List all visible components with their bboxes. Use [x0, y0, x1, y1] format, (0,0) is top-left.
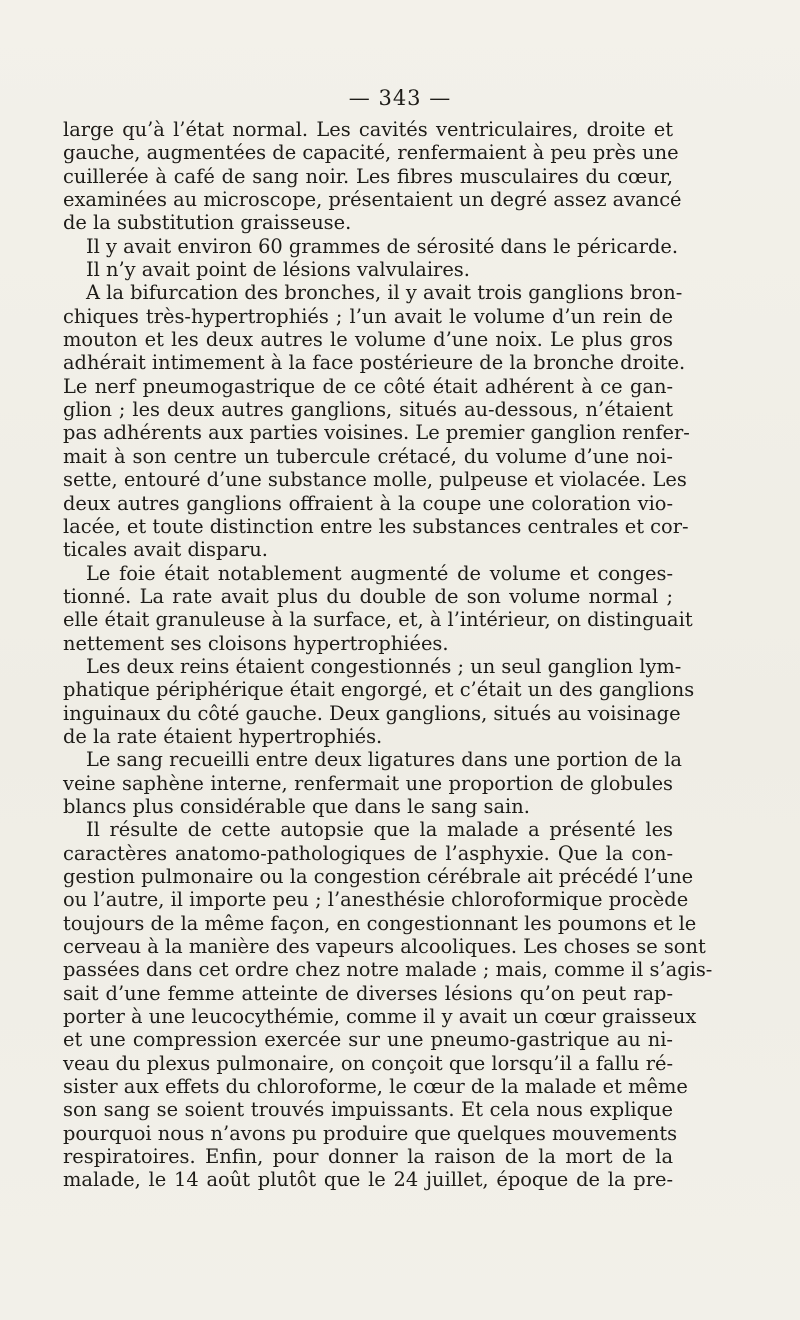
- text-line: sister aux effets du chloroforme, le cœur de la malade et même: [63, 1075, 688, 1099]
- text-line: adhérait intimement à la face postérieure de la bronche droite.: [63, 351, 686, 375]
- text-line: mouton et les deux autres le volume d’une noix. Le plus gros: [63, 328, 673, 352]
- text-line: Le sang recueilli entre deux ligatures dans une portion de la: [86, 748, 682, 772]
- text-line: glion ; les deux autres ganglions, situés au-dessous, n’étaient: [63, 398, 673, 422]
- text-line: Il n’y avait point de lésions valvulaires.: [86, 258, 470, 282]
- text-line: phatique périphérique était engorgé, et c’était un des ganglions: [63, 678, 695, 702]
- text-line: chiques très-hypertrophiés ; l’un avait le volume d’un rein de: [63, 304, 673, 328]
- text-line: gestion pulmonaire ou la congestion cérébrale ait précédé l’une: [63, 865, 694, 888]
- text-line: son sang se soient trouvés impuissants. Et cela nous explique: [63, 1098, 673, 1122]
- text-line: elle était granuleuse à la surface, et, à l’intérieur, on distinguait: [63, 608, 693, 632]
- text-line: passées dans cet ordre chez notre malade ; mais, comme il s’agis-: [63, 958, 713, 982]
- text-line: Le foie était notablement augmenté de volume et conges-: [86, 561, 673, 585]
- text-line: caractères anatomo-pathologiques de l’asphyxie. Que la con-: [63, 841, 673, 865]
- text-line: Il y avait environ 60 grammes de sérosité dans le péricarde.: [86, 234, 679, 258]
- text-line: veau du plexus pulmonaire, on conçoit que lorsqu’il a fallu ré-: [63, 1051, 673, 1075]
- text-line: malade, le 14 août plutôt que le 24 juillet, époque de la pre-: [63, 1168, 673, 1192]
- text-line: blancs plus considérable que dans le sang sain.: [63, 794, 530, 818]
- text-line: sette, entouré d’une substance molle, pulpeuse et violacée. Les: [63, 468, 687, 492]
- text-line: veine saphène interne, renfermait une proportion de globules: [63, 771, 673, 795]
- text-line: respiratoires. Enfin, pour donner la raison de la mort de la: [63, 1145, 673, 1169]
- text-line: nettement ses cloisons hypertrophiées.: [63, 631, 449, 655]
- text-line: large qu’à l’état normal. Les cavités ventriculaires, droite et: [63, 118, 673, 141]
- text-line: porter à une leucocythémie, comme il y avait un cœur graisseux: [63, 1005, 697, 1029]
- text-line: lacée, et toute distinction entre les substances centrales et cor-: [63, 514, 689, 538]
- text-line: deux autres ganglions offraient à la coupe une coloration vio-: [63, 491, 673, 515]
- text-line: ou l’autre, il importe peu ; l’anesthésie chloroformique procède: [63, 888, 689, 912]
- text-line: sait d’une femme atteinte de diverses lésions qu’on peut rap-: [63, 981, 673, 1005]
- text-line: pourquoi nous n’avons pu produire que quelques mouvements: [63, 1121, 678, 1145]
- text-line: toujours de la même façon, en congestionnant les poumons et le: [63, 911, 697, 935]
- text-line: de la rate étaient hypertrophiés.: [63, 724, 383, 748]
- text-line: cuillerée à café de sang noir. Les fibres musculaires du cœur,: [63, 164, 673, 188]
- text-line: tionné. La rate avait plus du double de son volume normal ;: [63, 584, 673, 608]
- text-line: A la bifurcation des bronches, il y avait trois ganglions bron-: [86, 281, 683, 305]
- body-text: [63, 118, 713, 1192]
- text-line: mait à son centre un tubercule crétacé, du volume d’une noi-: [63, 444, 673, 468]
- text-line: pas adhérents aux parties voisines. Le premier ganglion renfer-: [63, 421, 690, 445]
- text-line: Les deux reins étaient congestionnés ; un seul ganglion lym-: [86, 654, 682, 678]
- text-line: ticales avait disparu.: [63, 538, 268, 562]
- text-line: et une compression exercée sur une pneumo-gastrique au ni-: [63, 1028, 673, 1052]
- text-line: Il résulte de cette autopsie que la malade a présenté les: [86, 818, 673, 842]
- text-line: Le nerf pneumogastrique de ce côté était adhérent à ce gan-: [63, 374, 673, 398]
- text-line: cerveau à la manière des vapeurs alcooliques. Les choses se sont: [63, 935, 706, 959]
- text-line: inguinaux du côté gauche. Deux ganglions, situés au voisinage: [63, 701, 681, 725]
- text-line: examinées au microscope, présentaient un degré assez avancé: [63, 188, 682, 212]
- text-line: gauche, augmentées de capacité, renfermaient à peu près une: [63, 141, 679, 165]
- text-line: de la substitution graisseuse.: [63, 211, 352, 235]
- page-number: — 343 —: [348, 86, 452, 110]
